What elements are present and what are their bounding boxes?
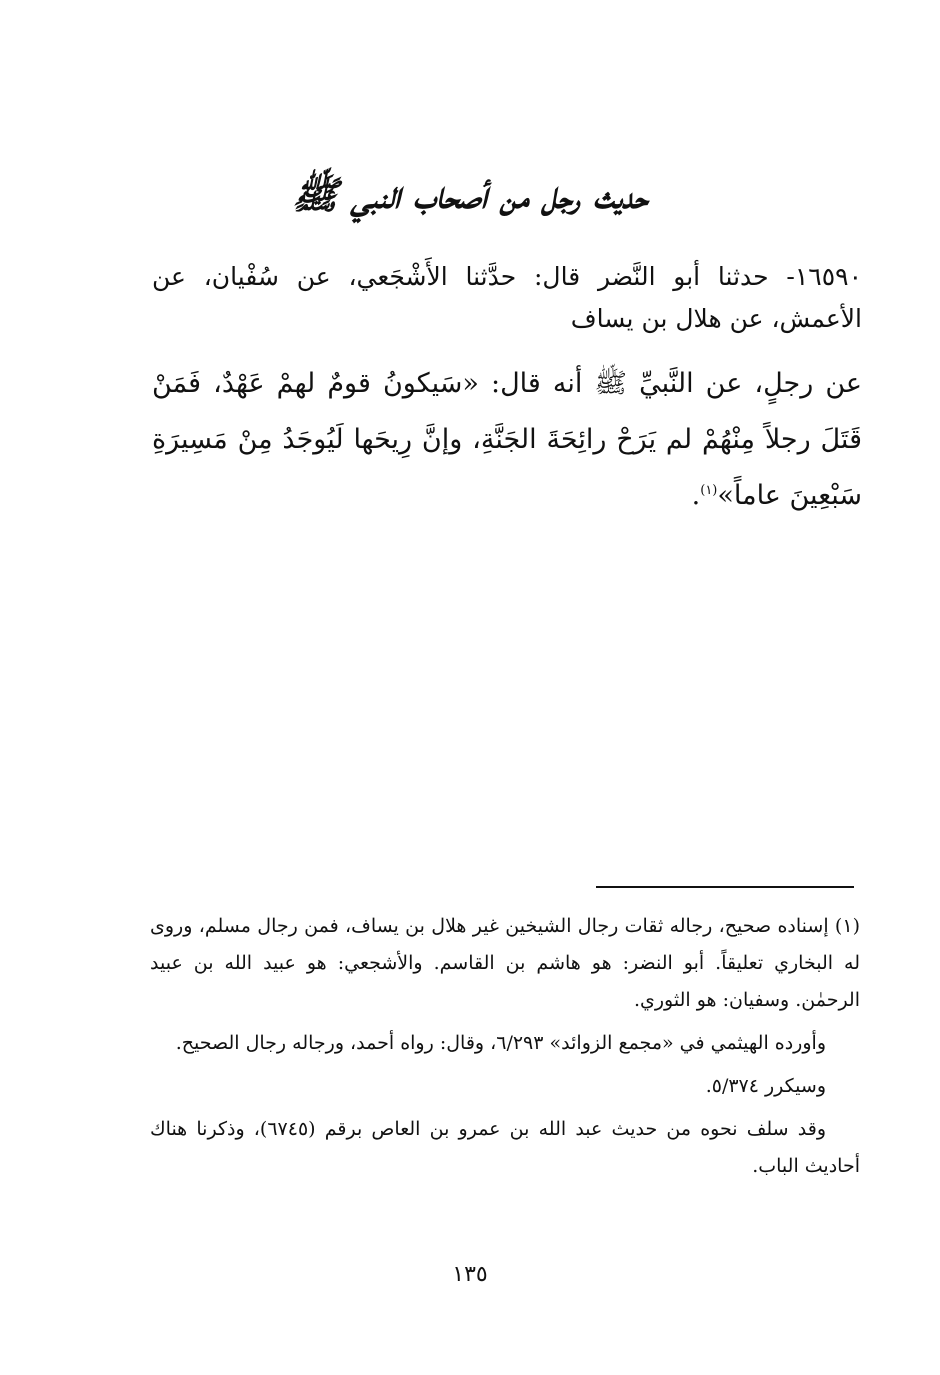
hadith-isnad: ١٦٥٩٠- حدثنا أبو النَّضر قال: حدَّثنا الأَشْجَعي، عن سُفْيان، عن الأعمش، عن هلال بن يساف — [152, 262, 862, 333]
chapter-title: حديث رجل من أصحاب النبي ﷺ — [292, 172, 648, 217]
hadith-matn: عن رجلٍ، عن النَّبيِّ ﷺ أنه قال: «سَيكونُ قومٌ لهمْ عَهْدٌ، فَمَنْ قَتَلَ رجلاً مِنْهُمْ لم يَرَحْ رائِحَةَ الجَنَّةِ، وإنَّ رِيحَها لَيُوجَدُ مِنْ مَسِيرَةِ سَبْعِينَ عاماً» — [152, 368, 862, 511]
footnote-para-repeat: وسيكرر ٥/٣٧٤. — [705, 1075, 826, 1097]
footnote-separator — [596, 886, 854, 888]
hadith-end-mark: . — [691, 480, 701, 511]
footnotes — [150, 908, 860, 1191]
footnote-reference: (١) — [700, 483, 718, 498]
footnote-para-zawaid: وأورده الهيثمي في «مجمع الزوائد» ٦/٢٩٣، وقال: رواه أحمد، ورجاله رجال الصحيح. — [175, 1032, 826, 1054]
page-number: ١٣٥ — [452, 1262, 488, 1287]
hadith-text — [152, 356, 862, 524]
footnote-1: (١) إسناده صحيح، رجاله ثقات رجال الشيخين غير هلال بن يساف، فمن رجال مسلم، وروى له البخاري تعليقاً. أبو النضر: هو هاشم بن القاسم. والأشجعي: هو عبيد الله بن عبيد الرحمٰن. وسفيان: هو الثوري. — [150, 915, 860, 1011]
footnote-para-previous: وقد سلف نحوه من حديث عبد الله بن عمرو بن العاص برقم (٦٧٤٥)، وذكرنا هناك أحاديث الباب. — [150, 1118, 860, 1177]
